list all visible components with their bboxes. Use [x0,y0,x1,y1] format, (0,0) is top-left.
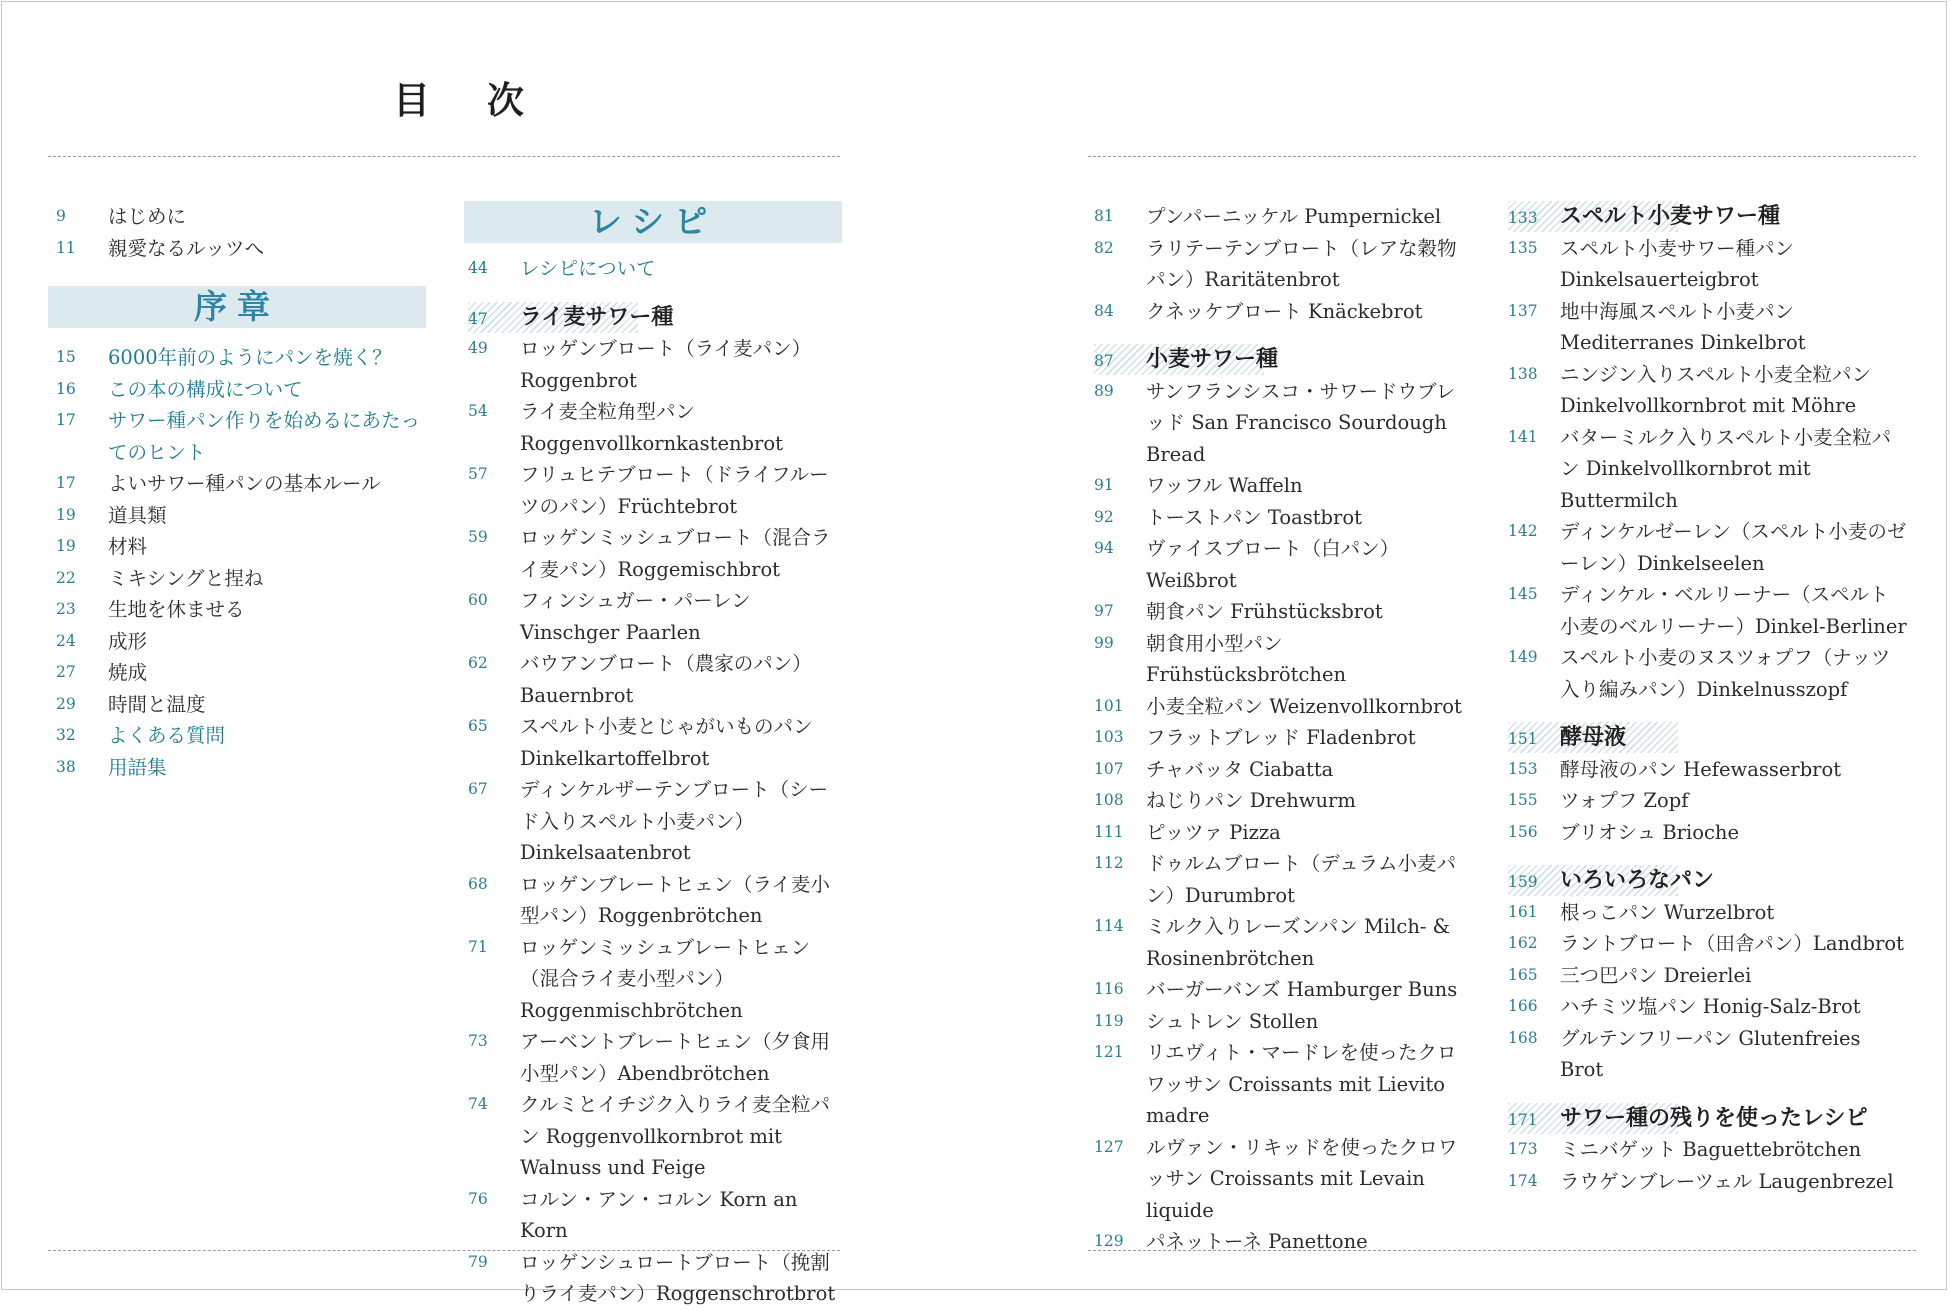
toc-entry[interactable] [56,468,426,500]
toc-entry[interactable] [1508,1166,1908,1198]
toc-entry[interactable] [1508,1134,1908,1166]
col4-section1 [1508,201,1908,233]
col2-section [468,302,838,334]
entry-title: 道具類 [108,503,167,527]
page-number: 91 [1094,476,1114,494]
page-number: 24 [56,631,76,650]
page-number: 19 [56,537,76,555]
entry-title: 朝食用小型パン Frühstücksbrötchen [1146,631,1347,686]
entry-title: ラントブロート（田舎パン）Landbrot [1560,932,1904,955]
entry-title: スペルト小麦とじゃがいものパン Dinkelkartoffelbrot [520,715,813,770]
entry-title: 地中海風スペルト小麦パン Mediterranes Dinkelbrot [1560,299,1806,354]
column-intro [56,201,426,783]
page-number: 57 [468,465,488,483]
entry-title: 小麦全粒パン Weizenvollkornbrot [1146,694,1462,718]
entry-title: ラリテーテンブロート（レアな穀物パン）Raritätenbrot [1146,236,1457,291]
col4-list3 [1508,897,1908,1086]
page-number: 87 [1094,352,1114,370]
col3-top [1094,201,1474,327]
toc-title: 目 次 [393,78,546,122]
page-number: 129 [1094,1232,1124,1250]
entry-title: バーガーバンズ Hamburger Buns [1146,978,1458,1001]
entry-title: プンパーニッケル Pumpernickel [1146,205,1442,228]
page-number: 159 [1508,873,1538,891]
entry-title: フリュヒテブロート（ドライフルーツのパン）Früchtebrot [520,463,829,518]
toc-entry[interactable] [1094,233,1474,296]
entry-title: 根っこパン Wurzelbrot [1560,900,1775,924]
page-number: 119 [1094,1011,1124,1030]
toc-entry[interactable] [1508,579,1908,642]
toc-entry[interactable] [1508,897,1908,929]
page-number: 155 [1508,791,1538,809]
entry-title: ロッゲンミッシュブレートヒェン（混合ライ麦小型パン）Roggenmischbrötchen [520,935,811,1022]
page-number: 9 [56,207,66,225]
page-number: 23 [56,600,76,618]
col4-list2 [1508,754,1908,849]
entry-title: 親愛なるルッツへ [108,236,265,260]
toc-entry[interactable] [56,405,426,468]
toc-entry[interactable] [56,626,426,658]
entry-title: サワー種の残りを使ったレシピ [1560,1104,1868,1131]
page-number: 174 [1508,1171,1538,1190]
entry-title: ルヴァン・リキッドを使ったクロワッサン Croissants mit Levain liquide [1146,1135,1458,1222]
toc-entry[interactable] [1094,296,1474,328]
entry-title: フラットブレッド Fladenbrot [1146,726,1416,749]
entry-title: コルン・アン・コルン Korn an Korn [520,1187,798,1242]
entry-title: 材料 [108,535,148,558]
toc-entry[interactable] [1094,817,1474,849]
entry-title: ミキシングと捏ね [108,566,264,590]
toc-entry[interactable] [468,585,838,648]
entry-title: ツォプフ Zopf [1560,789,1689,812]
page-number: 97 [1094,602,1114,620]
toc-entry[interactable] [56,752,426,784]
page-number: 82 [1094,238,1114,257]
entry-title: 時間と温度 [108,692,206,716]
entry-title: クネッケブロート Knäckebrot [1146,299,1423,323]
col4-section4 [1508,1103,1908,1135]
toc-entry[interactable] [1508,642,1908,705]
toc-entry[interactable] [468,1247,838,1310]
entry-title: いろいろなパン [1560,867,1715,893]
toc-entry[interactable] [1508,233,1908,296]
toc-entry[interactable] [468,253,838,285]
page-number: 111 [1094,822,1124,841]
toc-entry[interactable] [1094,848,1474,911]
col1-list [56,342,426,783]
toc-entry[interactable] [1508,785,1908,817]
entry-title: 酵母液のパン Hefewasserbrot [1560,757,1842,781]
entry-title: トーストパン Toastbrot [1146,505,1362,529]
entry-title: ライ麦サワー種 [520,303,674,330]
page-number: 153 [1508,759,1538,778]
page-number: 162 [1508,934,1538,952]
entry-title: 成形 [108,629,148,653]
toc-entry[interactable] [56,594,426,626]
page-number: 112 [1094,854,1124,872]
page-number: 29 [56,694,76,713]
page-number: 108 [1094,791,1124,809]
page-number: 127 [1094,1137,1124,1156]
page-number: 166 [1508,997,1538,1015]
page-number: 81 [1094,207,1114,225]
page-number: 79 [468,1252,488,1271]
col2-intro [468,253,838,285]
toc-entry[interactable] [1094,470,1474,502]
col4-list4 [1508,1134,1908,1197]
entry-title: バターミルク入りスペルト小麦全粒パン Dinkelvollkornbrot mit Buttermilch [1560,425,1892,512]
toc-entry[interactable] [1508,754,1908,786]
col4-section2 [1508,722,1908,754]
col4-section3 [1508,865,1908,897]
page-number: 19 [56,505,76,524]
entry-title: この本の構成について [108,377,303,401]
entry-title: ディンケル・ベルリーナー（スペルト小麦のベルリーナー）Dinkel-Berliner [1560,583,1907,638]
toc-entry[interactable] [468,648,838,711]
top-rule-left [48,156,840,157]
toc-entry[interactable] [1508,422,1908,517]
section-heading[interactable] [468,302,838,334]
page-number: 74 [468,1095,488,1113]
page-number: 67 [468,780,488,798]
toc-entry[interactable] [1508,928,1908,960]
toc-entry[interactable] [1508,516,1908,579]
entry-title: 小麦サワー種 [1146,346,1279,372]
entry-title: ディンケルザーテンブロート（シード入りスペルト小麦パン）Dinkelsaatenbrot [520,778,829,864]
page-number: 99 [1094,633,1114,652]
page-number: 142 [1508,522,1538,540]
banner-recipes: レシピ [464,201,842,243]
page-number: 22 [56,568,76,587]
entry-title: よいサワー種パンの基本ルール [108,472,381,495]
entry-title: はじめに [108,205,187,228]
toc-entry[interactable] [468,396,838,459]
page-number: 103 [1094,728,1124,746]
entry-title: ロッゲンブレートヒェン（ライ麦小型パン）Roggenbrötchen [520,872,830,927]
entry-title: ねじりパン Drehwurm [1146,789,1356,812]
col2-list [468,333,838,1310]
page-number: 173 [1508,1140,1538,1158]
page-number: 101 [1094,696,1124,715]
toc-entry[interactable] [1094,691,1474,723]
toc-entry[interactable] [1094,754,1474,786]
page-number: 141 [1508,427,1538,446]
section-heading[interactable] [1508,1103,1908,1135]
toc-entry[interactable] [56,233,426,265]
page-number: 62 [468,654,488,672]
page-number: 65 [468,717,488,735]
page-number: 137 [1508,301,1538,320]
toc-entry[interactable] [468,932,838,1027]
col1-top [56,201,426,264]
page-number: 27 [56,663,76,681]
toc-entry[interactable] [56,374,426,406]
page-number: 171 [1508,1110,1538,1129]
toc-entry[interactable] [1094,1037,1474,1132]
page-number: 161 [1508,902,1538,921]
page-number: 116 [1094,980,1124,998]
toc-entry[interactable] [56,531,426,563]
entry-title: ピッツァ Pizza [1146,820,1281,844]
page-number: 76 [468,1189,488,1208]
entry-title: ヴァイスブロート（白パン） Weißbrot [1146,537,1400,592]
entry-title: ライ麦全粒角型パン Roggenvollkornkastenbrot [520,400,783,455]
col3-list [1094,376,1474,1258]
toc-entry[interactable] [56,720,426,752]
entry-title: 三つ巴パン Dreierlei [1560,963,1752,987]
entry-title: サンフランシスコ・サワードウブレッド San Francisco Sourdough Bread [1146,379,1456,466]
entry-title: パネットーネ Panettone [1146,1230,1368,1253]
page-number: 149 [1508,648,1538,666]
col4-list1 [1508,233,1908,706]
entry-title: 酵母液 [1560,724,1627,750]
section-heading[interactable] [1508,865,1908,897]
toc-entry[interactable] [56,563,426,595]
toc-entry[interactable] [1508,1023,1908,1086]
toc-entry[interactable] [1094,974,1474,1006]
entry-title: よくある質問 [108,724,226,747]
toc-entry[interactable] [468,1089,838,1184]
page-number: 94 [1094,539,1114,557]
page-number: 32 [56,726,76,744]
toc-entry[interactable] [468,1184,838,1247]
toc-entry[interactable] [1094,1226,1474,1258]
entry-title: ロッゲンブロート（ライ麦パン）Roggenbrot [520,337,812,392]
page-number: 121 [1094,1043,1124,1061]
entry-title: 用語集 [108,755,167,779]
entry-title: ハチミツ塩パン Honig-Salz-Brot [1560,995,1861,1018]
toc-entry[interactable] [1508,960,1908,992]
page-number: 49 [468,339,488,357]
entry-title: ラウゲンブレーツェル Laugenbrezel [1560,1169,1894,1193]
toc-entry[interactable] [1508,359,1908,422]
page-number: 138 [1508,364,1538,383]
toc-entry[interactable] [468,522,838,585]
section-heading[interactable] [1094,344,1474,376]
section-heading[interactable] [1508,201,1908,233]
page-number: 114 [1094,917,1124,935]
toc-entry[interactable] [468,774,838,869]
page-number: 15 [56,348,76,366]
entry-title: 朝食パン Frühstücksbrot [1146,600,1383,623]
toc-entry[interactable] [468,333,838,396]
col3-section [1094,344,1474,376]
page-number: 84 [1094,301,1114,320]
page-number: 156 [1508,822,1538,841]
entry-title: アーベントブレートヒェン（夕食用小型パン）Abendbrötchen [520,1030,831,1085]
column-recipes-cont2 [1508,201,1908,1197]
page-number: 11 [56,238,76,257]
entry-title: ディンケルゼーレン（スペルト小麦のゼーレン）Dinkelseelen [1560,520,1907,575]
toc-entry[interactable] [468,1026,838,1089]
toc-entry[interactable] [468,869,838,932]
toc-entry[interactable] [1508,817,1908,849]
entry-title: スペルト小麦サワー種パン Dinkelsauerteigbrot [1560,236,1795,291]
banner-prologue: 序章 [48,286,426,328]
toc-entry[interactable] [468,711,838,774]
page-number: 107 [1094,759,1124,778]
entry-title: ブリオシュ Brioche [1560,820,1739,844]
toc-entry[interactable] [1094,785,1474,817]
entry-title: ドゥルムブロート（デュラム小麦パン）Durumbrot [1146,852,1456,907]
page-number: 17 [56,411,76,429]
toc-entry[interactable] [56,500,426,532]
entry-title: ミルク入りレーズンパン Milch- & Rosinenbrötchen [1146,915,1451,970]
entry-title: 6000年前のようにパンを焼く？ [108,346,392,369]
toc-entry[interactable] [1094,1006,1474,1038]
entry-title: サワー種パン作りを始めるにあたってのヒント [108,409,421,464]
page-number: 68 [468,874,488,893]
toc-entry[interactable] [1094,1132,1474,1227]
toc-entry[interactable] [56,689,426,721]
entry-title: スペルト小麦サワー種 [1560,203,1781,229]
entry-title: フィンシュガー・パーレン Vinschger Paarlen [520,589,751,644]
toc-entry[interactable] [56,201,426,233]
toc-entry[interactable] [1094,596,1474,628]
toc-entry[interactable] [468,459,838,522]
toc-entry[interactable] [1508,296,1908,359]
page-number: 135 [1508,238,1538,257]
page-number: 16 [56,379,76,398]
page-number: 60 [468,591,488,609]
page-number: 38 [56,757,76,776]
toc-entry[interactable] [1508,991,1908,1023]
toc-entry[interactable] [1094,376,1474,471]
top-rule-right [1088,156,1916,157]
page-number: 59 [468,528,488,546]
page-number: 47 [468,309,488,328]
entry-title: ワッフル Waffeln [1146,474,1303,497]
column-recipes [468,201,838,1310]
entry-title: クルミとイチジク入りライ麦全粒パン Roggenvollkornbrot mit Walnuss und Feige [520,1093,831,1179]
entry-title: スペルト小麦のヌスツォプフ（ナッツ入り編みパン）Dinkelnusszopf [1560,646,1891,701]
page-number: 133 [1508,209,1538,227]
toc-entry[interactable] [1094,201,1474,233]
page-number: 73 [468,1032,488,1050]
entry-title: リエヴィト・マードレを使ったクロワッサン Croissants mit Lievito madre [1146,1041,1457,1127]
page-number: 168 [1508,1028,1538,1047]
page-number: 89 [1094,381,1114,400]
entry-title: 生地を休ませる [108,598,245,621]
page-number: 151 [1508,730,1538,748]
entry-title: ロッゲンミッシュブロート（混合ライ麦パン）Roggemischbrot [520,526,831,581]
page-number: 54 [468,402,488,420]
page-number: 165 [1508,965,1538,984]
entry-title: ミニバゲット Baguettebrötchen [1560,1138,1862,1161]
page-number: 71 [468,937,488,956]
entry-title: バウアンブロート（農家のパン）Bauernbrot [520,652,812,707]
toc-entry[interactable] [56,342,426,374]
toc-entry[interactable] [1094,628,1474,691]
entry-title: グルテンフリーパン Glutenfreies Brot [1560,1026,1861,1081]
toc-entry[interactable] [1094,533,1474,596]
entry-title: チャバッタ Ciabatta [1146,757,1334,781]
page-number: 92 [1094,507,1114,526]
entry-title: シュトレン Stollen [1146,1009,1319,1033]
toc-entry[interactable] [1094,722,1474,754]
entry-title: ロッゲンシュロートブロート（挽割りライ麦パン）Roggenschrotbrot [520,1250,836,1305]
column-recipes-cont [1094,201,1474,1258]
toc-entry[interactable] [1094,911,1474,974]
entry-title: レシピについて [520,257,656,280]
section-heading[interactable] [1508,722,1908,754]
page-number: 44 [468,259,488,277]
toc-entry[interactable] [56,657,426,689]
entry-title: ニンジン入りスペルト小麦全粒パン Dinkelvollkornbrot mit Möhre [1560,362,1872,417]
toc-entry[interactable] [1094,502,1474,534]
entry-title: 焼成 [108,661,148,684]
page-number: 17 [56,474,76,492]
page-number: 145 [1508,585,1538,603]
